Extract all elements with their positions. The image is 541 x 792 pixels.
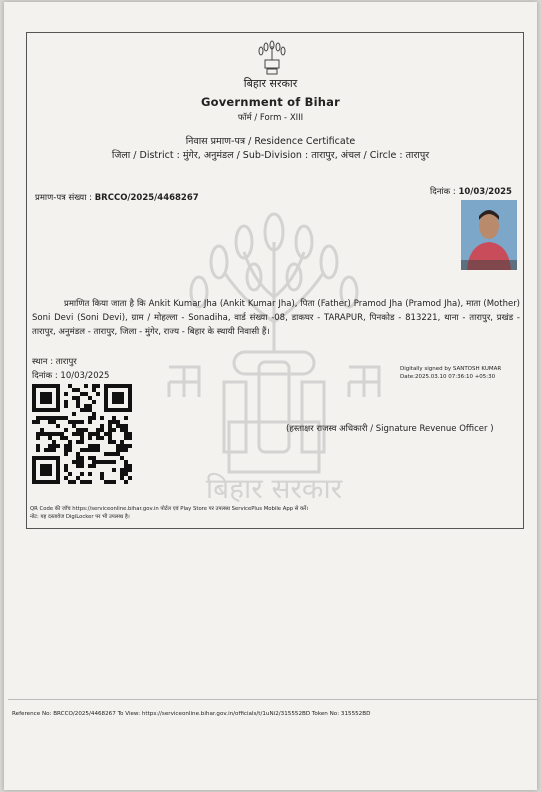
qr-code[interactable] <box>32 384 132 484</box>
bihar-emblem-watermark <box>164 202 384 502</box>
certificate-number-value: BRCCO/2025/4468267 <box>94 193 199 203</box>
digital-signature-name: Digitally signed by SANTOSH KUMAR <box>400 366 502 372</box>
bihar-emblem-icon <box>250 40 294 76</box>
applicant-photo <box>461 200 517 270</box>
watermark-text: बिहार सरकार <box>205 472 343 502</box>
certificate-body-text: प्रमाणित किया जाता है कि Ankit Kumar Jha (Ankit Kumar Jha), पिता (Father) Pramod Jha (Pramod Jha), माता (Mother) Soni Devi (Soni Devi), ग्राम / मोहल्ला - Sonadiha, वार्ड संख्या -08, डाकघर - TARAPUR, पिनकोड - 813221, थाना - तारापुर, प्रखंड - तारापुर, अनुमंडल - तारापुर, जिला - मुंगेर, राज्य - बिहार के स्थायी निवासी हैं। <box>32 299 520 337</box>
signatory-label: (हस्ताक्षर राजस्व अधिकारी / Signature Revenue Officer ) <box>286 424 494 434</box>
qr-verify-note: QR Code की जाँच https://serviceonline.bihar.gov.in पोर्टल एवं Play Store पर उपलब्ध ServicePlus Mobile App से करें। <box>30 506 309 512</box>
certificate-title: निवास प्रमाण-पत्र / Residence Certificate <box>185 136 356 147</box>
digital-signature <box>400 365 501 381</box>
district-line: जिला / District : मुंगेर, अनुमंडल / Sub-Division : तारापुर, अंचल / Circle : तारापुर <box>111 150 430 161</box>
issue-date: दिनांक : 10/03/2025 <box>32 371 110 381</box>
issue-place: स्थान : तारापुर <box>32 357 77 367</box>
qr-note <box>30 505 308 521</box>
certificate-body <box>32 297 520 339</box>
reference-line: Reference No: BRCCO/2025/4468267 To View: https://serviceonline.bihar.gov.in/officials/t/1uNi2/315552BD Token No: 315552BD <box>12 711 371 717</box>
form-number: फॉर्म / Form - XIII <box>237 113 304 123</box>
government-title: Government of Bihar <box>201 95 340 109</box>
certificate-page <box>4 2 537 790</box>
certificate-number: प्रमाण-पत्र संख्या : BRCCO/2025/4468267 <box>35 193 199 203</box>
digilocker-note: नोट: यह दस्तावेज DigiLocker पर भी उपलब्ध है। <box>30 514 130 520</box>
digital-signature-date: Date:2025.03.10 07:36:10 +05:30 <box>400 374 496 380</box>
footer-divider <box>8 699 538 700</box>
certificate-date-value: 10/03/2025 <box>458 187 512 197</box>
certificate-date: दिनांक : 10/03/2025 <box>430 187 512 197</box>
hindi-government-title: बिहार सरकार <box>243 77 298 90</box>
